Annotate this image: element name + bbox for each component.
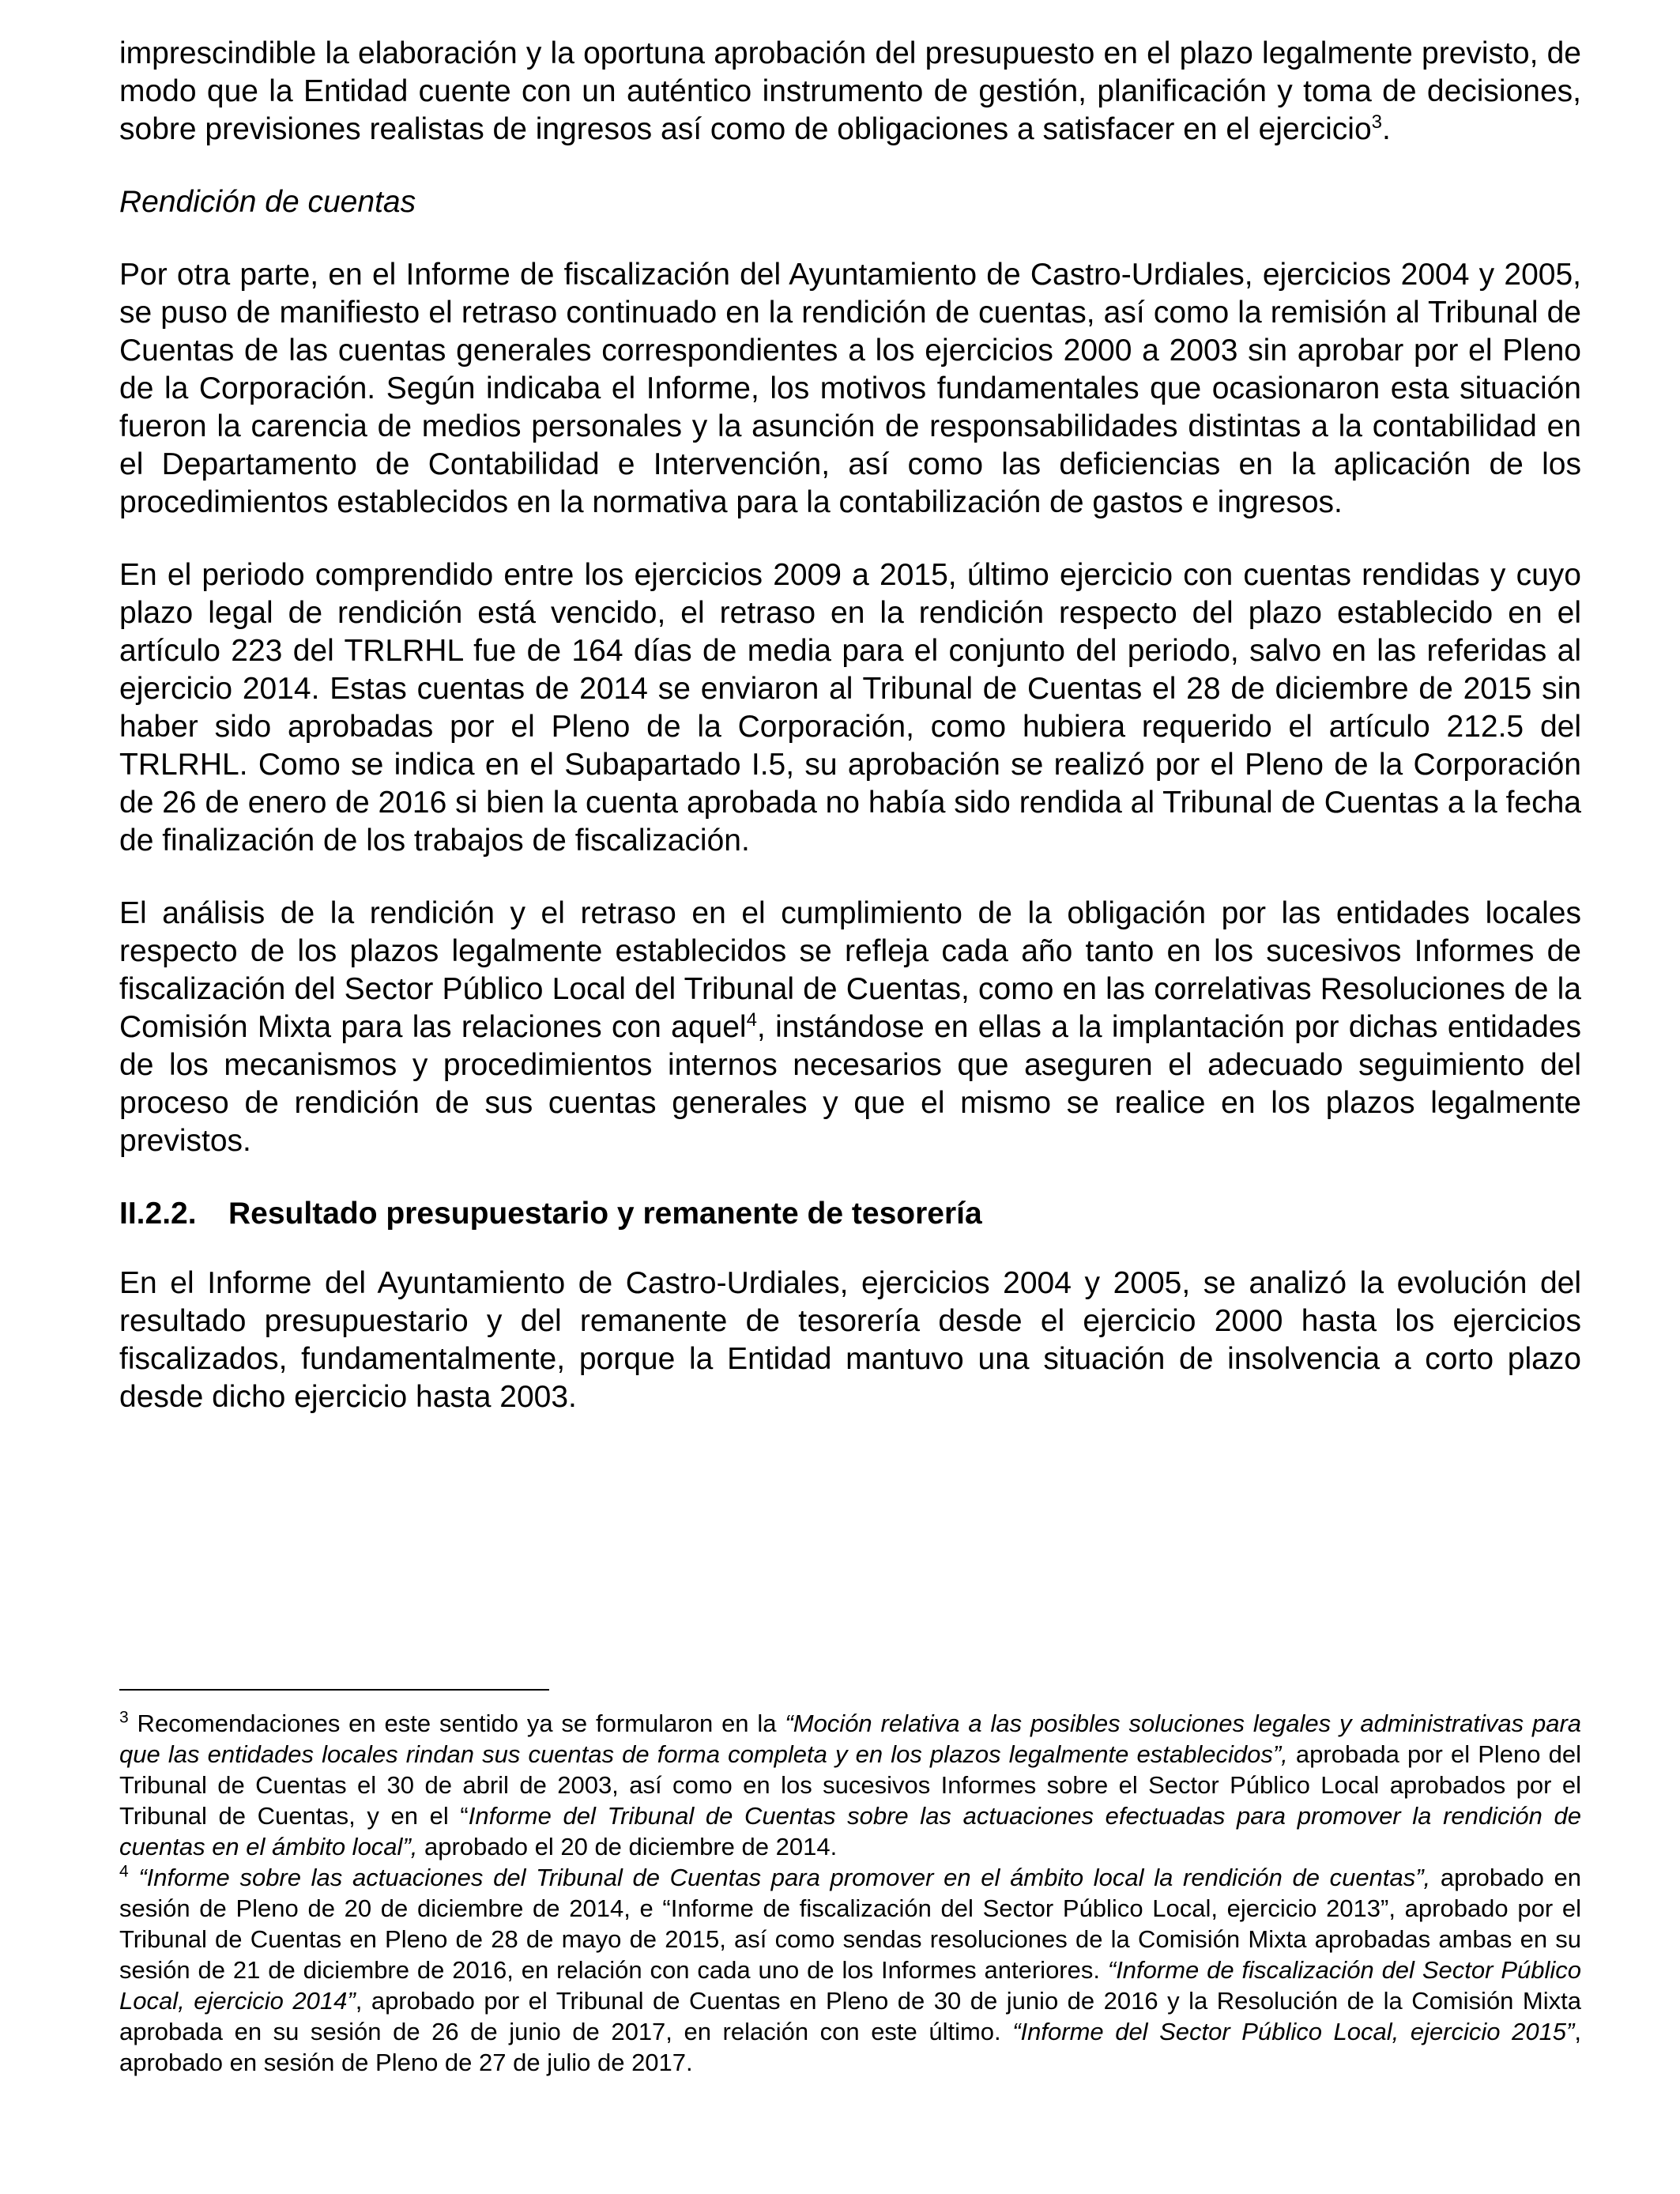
paragraph-analysis-text: El análisis de la rendición y el retraso en el cumplimiento de la obligación por las entidades locales respecto de los plazos legalmente establecidos se refleja cada año tanto en los sucesivos Informes de fiscalización del Sector Público Local del Tribunal de Cuentas, como en las correlativas Resoluciones de la Comisión Mixta para las relaciones con aquel	[119, 896, 1581, 1044]
paragraph-rendicion-delay: En el periodo comprendido entre los ejercicios 2009 a 2015, último ejercicio con cuentas rendidas y cuyo plazo legal de rendición está vencido, el retraso en la rendición respecto del plazo establecido en el artículo 223 del TRLRHL fue de 164 días de media para el conjunto del periodo, salvo en las referidas al ejercicio 2014. Estas cuentas de 2014 se enviaron al Tribunal de Cuentas el 28 de diciembre de 2015 sin haber sido aprobadas por el Pleno de la Corporación, como hubiera requerido el artículo 212.5 del TRLRHL. Como se indica en el Subapartado I.5, su aprobación se realizó por el Pleno de la Corporación de 26 de enero de 2016 si bien la cuenta aprobada no había sido rendida al Tribunal de Cuentas a la fecha de finalización de los trabajos de fiscalización.	[119, 558, 1581, 858]
footnote-separator	[119, 1689, 549, 1691]
footnote-3-number: 3	[119, 1708, 129, 1727]
footnote-3-part-a: Recomendaciones en este sentido ya se formularon en la	[128, 1710, 785, 1737]
paragraph-budget-text: imprescindible la elaboración y la oportuna aprobación del presupuesto en el plazo legalmente previsto, de modo que la Entidad cuente con un auténtico instrumento de gestión, planificación y toma de decisiones, sobre previsiones realistas de ingresos así como de obligaciones a satisfacer en el ejercicio	[119, 36, 1581, 146]
footnote-4-informe-actuaciones: “Informe sobre las actuaciones del Tribunal de Cuentas para promover en el ámbito local la rendición de cuentas”,	[128, 1864, 1431, 1891]
paragraph-rendicion-history: Por otra parte, en el Informe de fiscalización del Ayuntamiento de Castro-Urdiales, ejercicios 2004 y 2005, se puso de manifiesto el retraso continuado en la rendición de cuentas, así como la remisión al Tribunal de Cuentas de las cuentas generales correspondientes a los ejercicios 2000 a 2003 sin aprobar por el Pleno de la Corporación. Según indicaba el Informe, los motivos fundamentales que ocasionaron esta situación fueron la carencia de medios personales y la asunción de responsabilidades distintas a la contabilidad en el Departamento de Contabilidad e Intervención, así como las deficiencias en la aplicación de los procedimientos establecidos en la normativa para la contabilización de gastos e ingresos.	[119, 258, 1581, 519]
footnote-4-number: 4	[119, 1862, 129, 1881]
footnote-4	[119, 1862, 1581, 2078]
footnote-4-informe-2015: “Informe del Sector Público Local, ejercicio 2015”	[1012, 2018, 1575, 2045]
footnote-3	[119, 1708, 1581, 1862]
section-number: II.2.2.	[119, 1197, 197, 1231]
footnote-3-part-e: aprobado el 20 de diciembre de 2014.	[417, 1833, 838, 1860]
footnote-ref-3[interactable]: 3	[1371, 111, 1383, 133]
footnote-ref-4[interactable]: 4	[746, 1009, 757, 1031]
paragraph-budget-tail: .	[1382, 112, 1391, 146]
footnote-4-part-f: , aprobado en sesión de Pleno de 27 de julio de 2017.	[119, 2018, 1581, 2076]
footnote-3-mocion-title: “Moción relativa a las posibles soluciones legales y administrativas para que las entidades locales rindan sus cuentas de forma completa y en los plazos legalmente establecidos”,	[119, 1710, 1582, 1768]
paragraph-analysis-tail: , instándose en ellas a la implantación por dichas entidades de los mecanismos y procedimientos internos necesarios que aseguren el adecuado seguimiento del proceso de rendición de sus cuentas generales y que el mismo se realice en los plazos legalmente previstos.	[119, 1010, 1581, 1158]
section-title: Resultado presupuestario y remanente de tesorería	[228, 1197, 982, 1231]
paragraph-budget	[119, 35, 1581, 149]
page-body	[119, 35, 1581, 1416]
paragraph-resultado: En el Informe del Ayuntamiento de Castro-Urdiales, ejercicios 2004 y 2005, se analizó la evolución del resultado presupuestario y del remanente de tesorería desde el ejercicio 2000 hasta los ejercicios fiscalizados, fundamentalmente, porque la Entidad mantuvo una situación de insolvencia a corto plazo desde dicho ejercicio hasta 2003.	[119, 1266, 1581, 1414]
footnote-3-informe-title: Informe del Tribunal de Cuentas sobre las actuaciones efectuadas para promover la rendición de cuentas en el ámbito local”,	[119, 1802, 1581, 1860]
footnote-4-informe-2014: “Informe de fiscalización del Sector Público Local, ejercicio 2014”	[119, 1956, 1581, 2015]
footnote-4-part-d: , aprobado por el Tribunal de Cuentas en Pleno de 30 de junio de 2016 y la Resolución de la Comisión Mixta aprobada en su sesión de 26 de junio de 2017, en relación con este último.	[119, 1987, 1581, 2045]
subheading-rendicion: Rendición de cuentas	[119, 185, 416, 219]
footnotes	[119, 1689, 1581, 2078]
footnote-3-part-c: aprobada por el Pleno del Tribunal de Cuentas el 30 de abril de 2003, así como en los sucesivos Informes sobre el Sector Público Local aprobados por el Tribunal de Cuentas, y en el “	[119, 1740, 1581, 1830]
footnote-4-part-b: aprobado en sesión de Pleno de 20 de diciembre de 2014, e “Informe de fiscalización del Sector Público Local, ejercicio 2013”, aprobado por el Tribunal de Cuentas en Pleno de 28 de mayo de 2015, así como sendas resoluciones de la Comisión Mixta aprobadas ambas en su sesión de 21 de diciembre de 2016, en relación con cada uno de los Informes anteriores.	[119, 1864, 1581, 1984]
paragraph-rendicion-analysis	[119, 895, 1581, 1160]
section-heading	[119, 1195, 1581, 1233]
